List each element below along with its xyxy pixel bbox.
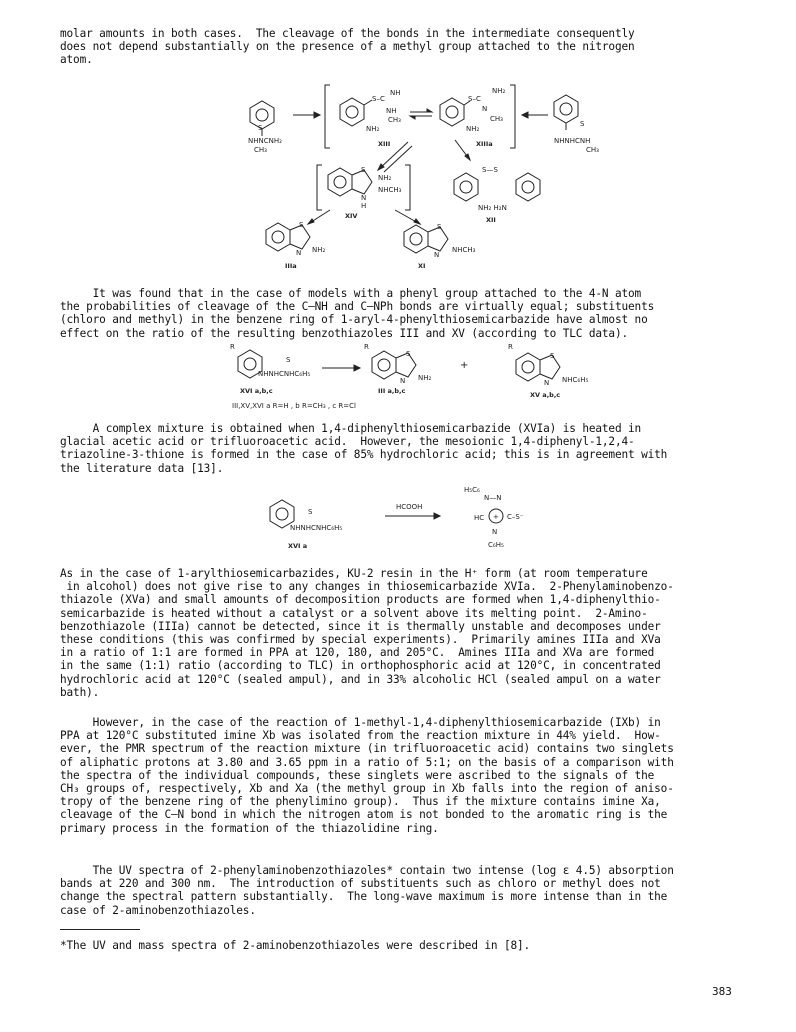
label-cs: C–S⁻ xyxy=(507,513,524,521)
label-xiii-ch3: CH₃ xyxy=(388,116,401,124)
label-iiia: IIIa xyxy=(285,262,297,270)
label-xiv-s: S xyxy=(361,166,366,174)
label-h5c6: H₅C₆ xyxy=(464,486,480,494)
paragraph-1: molar amounts in both cases. The cleavage of the bonds in the intermediate consequently does not depend substantially on the presence of a methyl group attached to the nitrogen atom. xyxy=(60,27,635,67)
label-xi: XI xyxy=(418,262,426,270)
label-n3: N xyxy=(544,379,550,387)
label-left-ch3: CH₃ xyxy=(254,146,267,154)
label-xiii-nh2: NH₂ xyxy=(366,125,380,133)
label-xiiia-sc: S–C xyxy=(468,95,481,103)
label-plus-charge: + xyxy=(493,513,499,521)
footnote: *The UV and mass spectra of 2-aminobenzothiazoles were described in [8]. xyxy=(60,939,531,952)
paragraph-3: A complex mixture is obtained when 1,4-diphenylthiosemicarbazide (XVIa) is heated in glacial acetic acid or trifluoroacetic acid. However, the mesoionic 1,4-diphenyl-1,2,4- triazoline-3-thione is formed in the case of 85% hydrochloric acid; this is in agreement with the literature data [13]. xyxy=(60,422,668,475)
label-xiii-nh-2: NH xyxy=(386,107,397,115)
label-xiii: XIII xyxy=(378,140,391,148)
label-xiv-n: N xyxy=(361,194,367,202)
label-plus: + xyxy=(460,360,469,371)
label-iii: III a,b,c xyxy=(378,387,406,395)
label-right-sub: NHNHCNH xyxy=(554,137,591,145)
label-left-s: S xyxy=(258,124,263,132)
label-n: N xyxy=(492,528,498,536)
label-xiiia: XIIIa xyxy=(476,140,493,148)
label-reagent: HCOOH xyxy=(396,503,423,511)
page-number: 383 xyxy=(712,985,732,998)
label-hc: HC xyxy=(474,514,485,522)
label-right-ch3: CH₃ xyxy=(586,146,599,154)
label-xvia: XVI a xyxy=(288,542,308,550)
label-xii-nh2: NH₂ H₂N xyxy=(478,204,507,212)
label-xii: XII xyxy=(486,216,496,224)
label-sub1: NHNHCNHC₆H₅ xyxy=(258,370,311,378)
label-legend: III,XV,XVI a R=H , b R=CH₃ , c R=Cl xyxy=(232,402,356,410)
label-xiiia-nh2-top: NH₂ xyxy=(492,87,506,95)
paragraph-5: However, in the case of the reaction of 1-methyl-1,4-diphenylthiosemicarbazide (IXb) in PPA at 120°C substituted imine Xb was isolated from the reaction mixture in 44% yield. How- ever, the PMR spectrum of the reaction mixture (in trifluoroacetic acid) contains two singlets of aliphatic protons at 3.80 and 3.65 ppm in a ratio of 5:1; on the basis of a comparison with the spectra of the individual compounds, these singlets were ascribed to the signals of the CH₃ groups of, respectively, Xb and Xa (the methyl group in Xb falls into the region of aniso- tropy of the benzene ring of the phenylimino group). Thus if the mixture contains imine Xa, cleavage of the C—N bond in which the nitrogen atom is not bonded to the aromatic ring is the primary process in the formation of the thiazolidine ring. xyxy=(60,716,674,835)
label-nh2: NH₂ xyxy=(418,374,432,382)
label-xiiia-n: N xyxy=(482,105,488,113)
label-iiia-s: S xyxy=(299,221,304,229)
label-xiv-h: H xyxy=(361,202,367,210)
paragraph-6: The UV spectra of 2-phenylaminobenzothiazoles* contain two intense (log ε 4.5) absorption bands at 220 and 300 nm. The introduction of substituents such as chloro or methyl does not change the spectral pattern substantially. The long-wave maximum is more intense than in the case of 2-aminobenzothiazoles. xyxy=(60,864,674,917)
footnote-divider xyxy=(60,929,140,930)
label-nhc6h5: NHC₆H₅ xyxy=(562,376,589,384)
label-xiii-nh: NH xyxy=(390,89,401,97)
paragraph-2: It was found that in the case of models with a phenyl group attached to the 4-N atom the probabilities of cleavage of the C—NH and C—NPh bonds are virtually equal; substituents (chloro and methyl) in the benzene ring of 1-aryl-4-phenylthiosemicarbazide have almost no effect on the ratio of the resulting benzothiazoles III and XV (according to TLC data). xyxy=(60,287,655,340)
label-xiv: XIV xyxy=(345,212,358,220)
label-iiia-nh2: NH₂ xyxy=(312,246,326,254)
label-xiiia-nh2: NH₂ xyxy=(466,125,480,133)
label-r2: R xyxy=(364,343,369,351)
label-xv: XV a,b,c xyxy=(530,391,561,399)
label-xi-nhch3: NHCH₃ xyxy=(452,246,476,254)
label-right-s: S xyxy=(580,120,585,128)
label-s3: S xyxy=(550,352,555,360)
label-xii-ss: S—S xyxy=(482,166,498,174)
paragraph-4: As in the case of 1-arylthiosemicarbazides, KU-2 resin in the H⁺ form (at room temperature in alcohol) does not give rise to any changes in thiosemicarbazide XVIa. 2-Phenylaminobenzo- thiazole (XVa) and small amounts of decomposition products are formed when 1,4-diphenylthio- semicarbazide is heated without a catalyst or a solvent above its melting point. 2-Amino- benzothiazole (IIIa) cannot be detected, since it is thermally unstable and decomposes under these conditions (this was confirmed by special experiments). Primarily amines IIIa and XVa in a ratio of 1:1 are formed in PPA at 120, 180, and 205°C. Amines IIIa and XVa are formed in the same (1:1) ratio (according to TLC) in orthophosphoric acid at 120°C, in concentrated hydrochloric acid at 120°C (sealed ampul), and in 33% alcoholic HCl (sealed ampul on a water bath). xyxy=(60,567,674,699)
label-nn: N—N xyxy=(484,494,502,502)
label-xiv-nhch3: NHCH₃ xyxy=(378,186,402,194)
label-xiiia-ch3: CH₃ xyxy=(490,115,503,123)
label-s1: S xyxy=(286,356,291,364)
label-s: S xyxy=(308,508,313,516)
label-sub: NHNHCNHC₆H₅ xyxy=(290,524,343,532)
label-xi-n: N xyxy=(434,251,440,259)
label-left-sub: NHNCNH₂ xyxy=(248,137,282,145)
label-c6h5: C₆H₅ xyxy=(488,541,504,549)
label-r1: R xyxy=(230,343,235,351)
label-n2: N xyxy=(400,377,406,385)
label-xi-s: S xyxy=(437,223,442,231)
label-s2: S xyxy=(406,350,411,358)
label-xvi: XVI a,b,c xyxy=(240,387,273,395)
label-xiii-s: S–C xyxy=(372,95,385,103)
label-xiv-nh2: NH₂ xyxy=(378,174,392,182)
label-r3: R xyxy=(508,343,513,351)
label-iiia-n: N xyxy=(296,249,302,257)
